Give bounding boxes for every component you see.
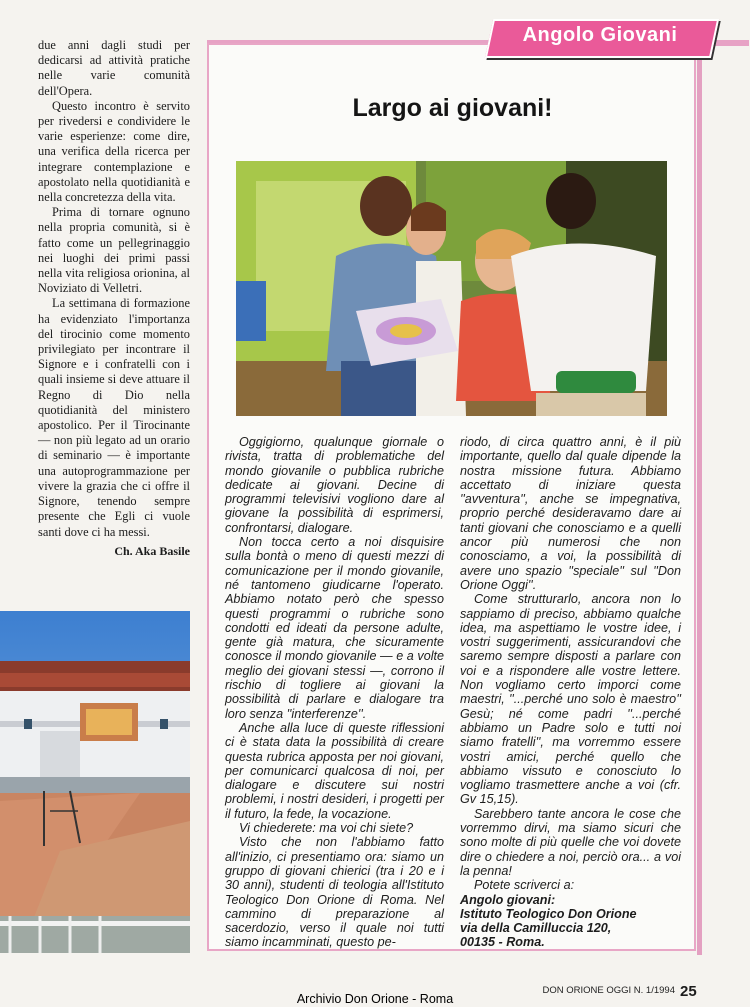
archive-caption: Archivio Don Orione - Roma: [296, 992, 454, 1006]
page-number: 25: [680, 983, 697, 1000]
left-paragraph: La settimana di formazione ha evidenziato l'importanza del tirocinio come momento privilegiato per incontrare il Signore e i confratelli con i quali insieme si deve attuare il Regno di Dio nella quotidianità del ministero apostolico. Per il Tirocinante — non più legato ad un orario di seminario — è importante una autoprogrammazione per vivere la grazia che ci offre il Signore, tenendo sempre presente che Egli ci vuole santi dove ci ha messi.: [38, 296, 190, 539]
article-paragraph: Come strutturarlo, ancora non lo sappiamo di preciso, abbiamo qualche idea, ma aspettiamo le vostre idee, i vostri suggerimenti, assicurandovi che saremo sempre disposti a parlare con voi e a rispondere alle vostre lettere. Non vogliamo certo imporci come maestri, ''...perché uno solo è maestro'' Gesù; né come padri ''...perché abbiamo un Padre solo e tutti noi siamo fratelli'', ma vorremmo essere vostri amici, perché quello che abbiamo vissuto e conosciuto lo vogliamo trasmettere anche a voi (cfr. Gv 15,15).: [460, 592, 681, 807]
left-column-text: [38, 38, 190, 559]
contact-line: Angolo giovani:: [460, 892, 556, 907]
left-paragraph: Questo incontro è servito per rivedersi e condividere le varie esperienze: come dire, una verifica della ricerca per integrare contemplazione e apostolato nella quotidianità e nella concretezza della vita.: [38, 98, 190, 205]
article-column-2: [460, 435, 681, 950]
section-tag-label: Angolo Giovani: [522, 24, 678, 46]
article-paragraph: Potete scriverci a:: [474, 878, 575, 893]
article-paragraph: Vi chiederete: ma voi chi siete?: [239, 821, 414, 836]
article-headline: Largo ai giovani!: [352, 94, 553, 122]
youth-group-photo: [236, 161, 667, 416]
article-paragraph: Visto che non l'abbiamo fatto all'inizio, ci presentiamo ora: siamo un gruppo di giovani chierici (tra i 20 e i 30 anni), studenti di teologia all'Istituto Teologico Don Orione di Roma. Nel cammino di preparazione al sacerdozio, verso il quale noi tutti siamo incamminati, questo pe-: [225, 835, 444, 950]
building-photo: [0, 611, 190, 953]
contact-line: Istituto Teologico Don Orione: [460, 906, 637, 921]
article-paragraph: Oggigiorno, qualunque giornale o rivista, tratta di problematiche del mondo giovanile o pubblica rubriche dedicate ai giovani. Decine di programmi televisivi vogliono dare al giovane la possibilità di esprimersi, confrontarsi, dialogare.: [225, 435, 444, 535]
contact-line: 00135 - Roma.: [460, 935, 545, 950]
article-paragraph: Anche alla luce di queste riflessioni ci è stata data la possibilità di creare questa rubrica apposta per noi giovani, per comunicarci qualcosa di noi, per dialogare e discutere sui nostri problemi, i nostri desideri, i progetti per il futuro, la fede, la vocazione.: [225, 720, 444, 821]
contact-address: [460, 893, 681, 950]
left-paragraph: Prima di tornare ognuno nella propria comunità, si è fatto come un pellegrinaggio nei luoghi dei primi passi nella vita religiosa orionina, al Noviziato di Velletri.: [38, 205, 190, 296]
contact-line: via della Camilluccia 120,: [460, 921, 612, 936]
article-column-1: [225, 435, 444, 950]
article-paragraph: riodo, di circa quattro anni, è il più importante, quello dal quale dipende la nostra missione futura. Abbiamo accettato di iniziare questa ''avventura'', anche se impegnativa, proprio perché desideravamo dare ai tanti giovani che conosciamo e a quelli ancor più numerosi che non conosciamo, a voi, la possibilità di avere uno spazio ''speciale'' sul ''Don Orione Oggi''.: [460, 435, 681, 592]
author-signature: Ch. Aka Basile: [114, 543, 190, 558]
magazine-issue: DON ORIONE OGGI N. 1/1994: [542, 985, 675, 996]
left-paragraph: due anni dagli studi per dedicarsi ad attività pratiche nelle varie comunità dell'Opera.: [38, 38, 190, 98]
article-frame-shadow: [697, 47, 702, 955]
article-paragraph: Non tocca certo a noi disquisire sulla bontà o meno di questi mezzi di comunicazione per il mondo giovanile, né tantomeno giudicarne l'operato. Abbiamo notato però che spesso questi programmi o rubriche sono condotti ed ideati da persone adulte, gente già matura, che sicuramente conosce il mondo giovanile — e a volte meglio dei giovani stessi —, corrono il rischio di togliere ai giovani la possibilità di parlare e dialogare tra loro senza ''interferenze''.: [225, 535, 444, 721]
article-paragraph: Sarebbero tante ancora le cose che vorremmo dirvi, ma siamo sicuri che sono molte di più quelle che voi dovete dire o chiedere a noi, perciò ora... a voi la penna!: [460, 806, 681, 878]
